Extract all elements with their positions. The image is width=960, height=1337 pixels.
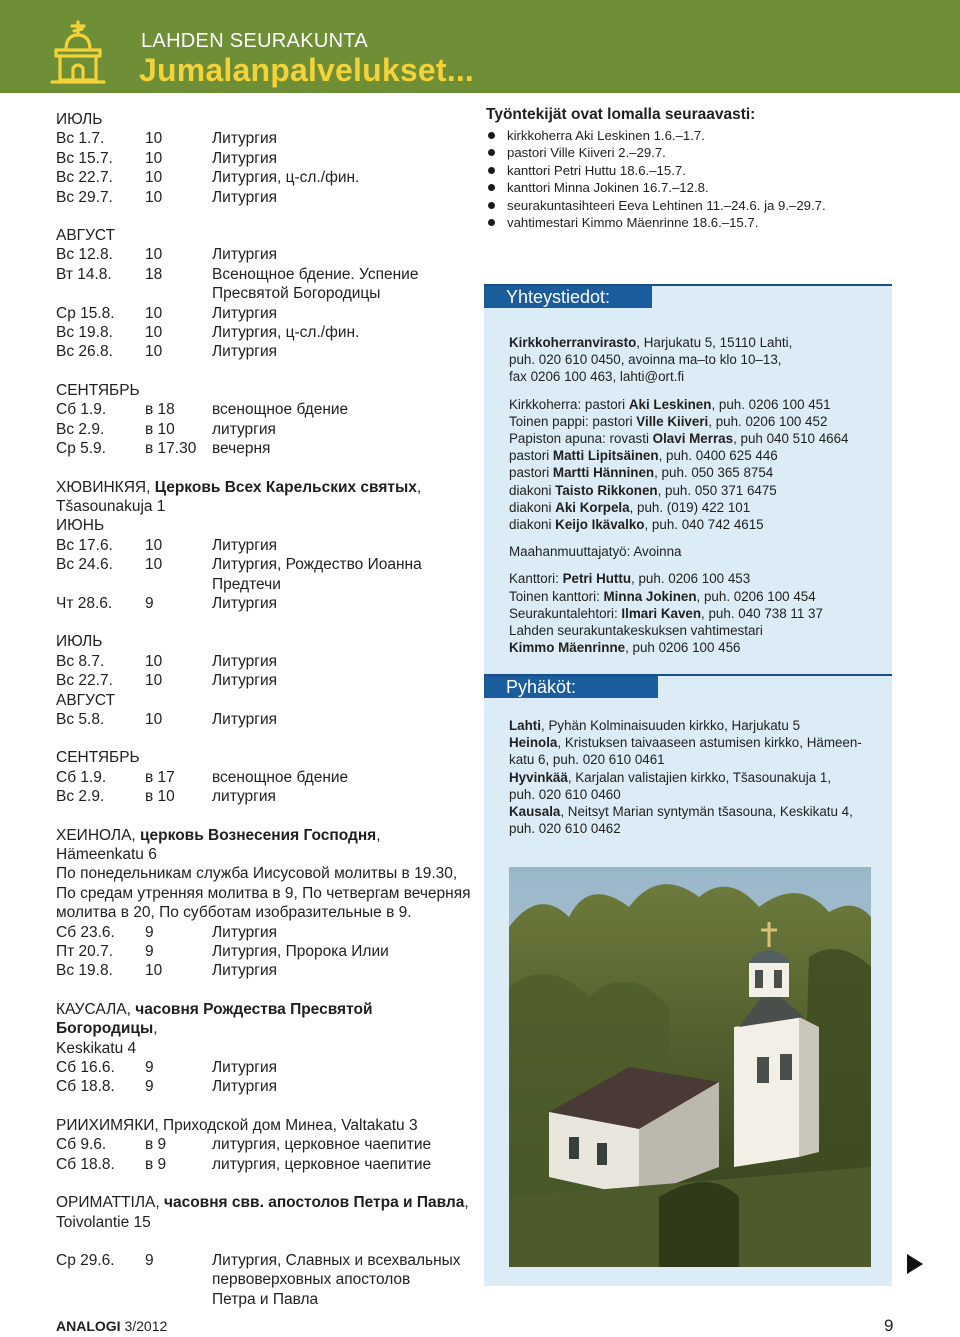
service-date — [56, 1270, 145, 1289]
service-date — [56, 575, 145, 594]
service-name: всенощное бдение — [212, 768, 349, 786]
service-name: литургия — [212, 420, 276, 438]
info-line — [509, 396, 879, 413]
service-name: Литургия, Пророка Илии — [212, 943, 389, 961]
service-date: Вс 19.8. — [56, 324, 113, 342]
schedule-row — [56, 304, 476, 323]
service-date — [56, 284, 145, 303]
church-photo — [509, 867, 871, 1267]
service-name: Литургия — [212, 652, 278, 670]
service-time: 10 — [145, 962, 163, 980]
schedule-row — [56, 787, 476, 806]
info-text: , Kristuksen taivaaseen astumisen kirkko, Hämeen- — [557, 735, 862, 751]
schedule-row — [56, 671, 476, 690]
info-text: , puh. 0206 100 451 — [711, 396, 831, 412]
info-text: Maahanmuuttajatyö: Avoinna — [509, 544, 682, 560]
service-date: Вс 5.8. — [56, 710, 105, 728]
service-date: Сб 1.9. — [56, 401, 107, 419]
service-time — [145, 1290, 212, 1309]
schedule-row — [56, 245, 476, 264]
info-line — [509, 351, 879, 368]
schedule-row — [56, 284, 476, 303]
service-time: в 10 — [145, 788, 175, 806]
schedule-row — [56, 400, 476, 419]
vacation-text: kanttori Minna Jokinen 16.7.–12.8. — [507, 180, 709, 196]
month-heading: ИЮЛЬ — [56, 111, 103, 128]
service-name: Всенощное бдение. Успение — [212, 265, 419, 283]
info-text: Papiston apuna: rovasti — [509, 431, 653, 447]
spacer — [509, 386, 879, 396]
vacation-text: kirkkoherra Aki Leskinen 1.6.–1.7. — [507, 128, 705, 143]
service-date: Сб 18.8. — [56, 1078, 115, 1096]
service-time — [145, 575, 212, 594]
spacer — [509, 533, 879, 543]
service-name: вечерня — [212, 440, 271, 458]
service-date: Пт 20.7. — [56, 943, 114, 961]
service-name: Литургия — [212, 149, 278, 167]
info-line — [509, 334, 879, 351]
service-time: в 17.30 — [145, 440, 197, 458]
service-date: Ср 29.6. — [56, 1251, 115, 1269]
info-text: Toinen pappi: pastori — [509, 413, 637, 429]
service-time: 10 — [145, 169, 163, 187]
text-line — [56, 903, 476, 922]
info-text: fax 0206 100 463, lahti@ort.fi — [509, 369, 685, 385]
next-page-arrow-icon[interactable] — [907, 1254, 923, 1274]
spacer — [56, 981, 476, 1000]
month-heading: ИЮЛЬ — [56, 633, 103, 651]
info-text: , puh. 050 371 6475 — [657, 482, 777, 498]
info-line — [509, 639, 879, 656]
info-text: Kirkkoherra: pastori — [509, 396, 629, 412]
service-time: 9 — [145, 1059, 154, 1077]
service-time: 10 — [145, 324, 163, 342]
service-date: Сб 18.8. — [56, 1155, 115, 1173]
service-time: 10 — [145, 188, 163, 206]
service-schedule — [56, 110, 476, 1309]
schedule-row — [56, 768, 476, 787]
service-date: Вс 15.7. — [56, 149, 113, 167]
info-text: Lahden seurakuntakeskuksen vahtimestari — [509, 623, 763, 639]
text-line — [56, 826, 476, 845]
service-date: Вс 17.6. — [56, 536, 113, 554]
info-line — [509, 605, 879, 622]
schedule-row — [56, 594, 476, 613]
info-name: Aki Leskinen — [628, 396, 712, 412]
service-time: 10 — [145, 130, 163, 148]
service-name: Литургия, ц-сл./фин. — [212, 324, 360, 342]
service-date: Вс 2.9. — [56, 420, 105, 438]
info-text: , puh. (019) 422 101 — [629, 499, 751, 515]
service-name: Литургия — [212, 246, 278, 264]
service-time: в 17 — [145, 768, 175, 786]
churches-heading: Pyhäköt: — [484, 676, 658, 698]
service-date: Сб 23.6. — [56, 923, 115, 941]
service-date: Сб 1.9. — [56, 768, 107, 786]
text-part: ХЮВИНКЯЯ, — [56, 478, 155, 496]
service-time: 10 — [145, 556, 163, 574]
schedule-row — [56, 420, 476, 439]
info-text: , puh. 040 738 11 37 — [701, 605, 823, 621]
vacation-item — [484, 197, 894, 214]
service-name: Литургия — [212, 536, 278, 554]
info-line — [509, 570, 879, 587]
info-line — [509, 430, 879, 447]
info-text: , Pyhän Kolminaisuuden kirkko, Harjukatu 5 — [541, 718, 801, 733]
schedule-row — [56, 710, 476, 729]
service-date: Вс 12.8. — [56, 246, 113, 264]
info-line — [509, 413, 879, 430]
info-text: , puh. 040 742 4615 — [644, 517, 764, 533]
schedule-row — [56, 188, 476, 207]
info-text: , Karjalan valistajien kirkko, Tšasounakuja 1, — [567, 769, 832, 785]
month-heading: ИЮНЬ — [56, 517, 105, 535]
service-time: в 9 — [145, 1136, 167, 1154]
info-text: , puh. 0400 625 446 — [658, 448, 778, 464]
text-line — [56, 478, 476, 497]
service-time: 10 — [145, 304, 163, 322]
service-name: Литургия — [212, 304, 278, 322]
month-heading: АВГУСТ — [56, 227, 116, 245]
page-title: Jumalanpalvelukset... — [139, 52, 475, 88]
schedule-row — [56, 1155, 476, 1174]
service-name: литургия, церковное чаепитие — [212, 1155, 432, 1173]
info-line — [509, 786, 879, 803]
info-text: puh. 020 610 0460 — [509, 786, 621, 802]
text-part: ОРИМАТТІЛА, — [56, 1194, 164, 1212]
text-line — [56, 1000, 476, 1039]
text-part: , — [153, 1020, 158, 1038]
footer-magazine — [56, 1318, 167, 1334]
church-name: часовня Рождества Пресвятой Богородицы — [56, 1000, 373, 1038]
bullet-icon — [488, 219, 495, 226]
spacer — [56, 1097, 476, 1116]
text-line — [56, 845, 476, 864]
info-name: Kimmo Mäenrinne — [509, 640, 626, 656]
text-line — [56, 1213, 476, 1232]
service-date: Сб 9.6. — [56, 1136, 107, 1154]
bullet-icon — [488, 149, 495, 156]
info-text: , puh. 0206 100 452 — [708, 413, 828, 429]
service-name: Предтечи — [212, 575, 281, 593]
service-time: 18 — [145, 265, 163, 283]
info-text: Seurakuntalehtori: — [509, 605, 622, 621]
text-part: , — [464, 1194, 469, 1212]
info-text: , puh 0206 100 456 — [625, 640, 741, 656]
info-name: Keijo Ikävalko — [555, 517, 645, 533]
service-time: 10 — [145, 536, 163, 554]
info-name: Kausala — [509, 804, 561, 820]
info-name: Heinola — [509, 735, 558, 751]
spacer — [56, 207, 476, 226]
schedule-row — [56, 323, 476, 342]
church-name: церковь Вознесения Господня — [140, 826, 377, 844]
text-line — [56, 1039, 476, 1058]
service-time: 9 — [145, 1078, 154, 1096]
vacation-item — [484, 162, 894, 179]
info-text: katu 6, puh. 020 610 0461 — [509, 752, 665, 768]
info-name: Kirkkoherranvirasto — [509, 335, 637, 350]
text-part: Keskikatu 4 — [56, 1039, 137, 1057]
info-line — [509, 717, 879, 734]
service-time — [145, 284, 212, 303]
service-time: 10 — [145, 672, 163, 690]
service-time: 9 — [145, 594, 154, 612]
info-name: Hyvinkää — [509, 769, 568, 785]
service-name: всенощное бдение — [212, 401, 349, 419]
vacation-item — [484, 127, 894, 144]
schedule-row — [56, 149, 476, 168]
service-date: Вс 26.8. — [56, 343, 113, 361]
schedule-row — [56, 652, 476, 671]
service-time: в 18 — [145, 401, 175, 419]
service-time: в 10 — [145, 420, 175, 438]
bullet-icon — [488, 132, 495, 139]
text-line — [56, 1116, 476, 1135]
page-header — [0, 0, 960, 93]
service-name: Литургия — [212, 1059, 278, 1077]
info-text: pastori — [509, 465, 553, 481]
service-date: Вс 29.7. — [56, 188, 113, 206]
service-date: Чт 28.6. — [56, 594, 113, 612]
orthodox-church-logo-icon — [50, 20, 106, 84]
service-name: Литургия, Славных и всехвальных — [212, 1251, 461, 1269]
info-line — [509, 820, 879, 837]
service-date: Вс 2.9. — [56, 788, 105, 806]
schedule-row — [56, 1270, 476, 1289]
info-line — [509, 543, 879, 560]
service-date: Сб 16.6. — [56, 1059, 115, 1077]
schedule-row — [56, 129, 476, 148]
info-text: puh. 020 610 0450, avoinna ma–to klo 10–13, — [509, 352, 782, 368]
service-name: Литургия — [212, 710, 278, 728]
info-line — [509, 447, 879, 464]
bullet-icon — [488, 167, 495, 174]
text-part: По средам утренняя молитва в 9, По четвергам вечерняя — [56, 884, 471, 902]
service-name: Литургия — [212, 923, 278, 941]
schedule-row — [56, 1251, 476, 1270]
church-name: часовня свв. апостолов Петра и Павла — [163, 1194, 465, 1212]
service-date: Вс 22.7. — [56, 672, 113, 690]
vacation-text: seurakuntasihteeri Eeva Lehtinen 11.–24.6. ja 9.–29.7. — [507, 197, 826, 213]
info-line — [509, 482, 879, 499]
info-name: Lahti — [509, 718, 541, 733]
service-date: Вт 14.8. — [56, 265, 112, 283]
info-line — [509, 368, 879, 385]
info-name: Matti Lipitsäinen — [552, 448, 659, 464]
service-name: Пресвятой Богородицы — [212, 285, 381, 303]
schedule-row — [56, 575, 476, 594]
service-date: Ср 5.9. — [56, 440, 106, 458]
spacer — [509, 560, 879, 570]
service-name: Литургия, Рождество Иоанна — [212, 556, 422, 574]
info-text: , puh. 0206 100 453 — [631, 571, 751, 587]
info-name: Taisto Rikkonen — [555, 482, 658, 498]
issue-number: 3/2012 — [120, 1318, 168, 1334]
text-part: Tšasounakuja 1 — [56, 497, 166, 515]
schedule-row — [56, 265, 476, 284]
service-time: 9 — [145, 943, 154, 961]
info-line — [509, 622, 879, 639]
text-part: ХЕИНОЛА, — [56, 826, 141, 844]
info-line — [509, 464, 879, 481]
service-date: Ср 15.8. — [56, 304, 115, 322]
service-time: 10 — [145, 652, 163, 670]
service-date: Вс 1.7. — [56, 130, 105, 148]
text-part: РИИХИМЯКИ, Приходской дом Минеа, Valtakatu 3 — [56, 1116, 418, 1134]
info-text: Kanttori: — [509, 571, 563, 587]
churches-heading-bar — [484, 674, 892, 698]
info-text: , puh 040 510 4664 — [733, 431, 849, 447]
spacer — [56, 613, 476, 632]
info-text: pastori — [509, 448, 553, 464]
service-time — [145, 1270, 212, 1289]
text-part: , — [376, 826, 381, 844]
schedule-row — [56, 961, 476, 980]
service-time: 10 — [145, 710, 163, 728]
month-heading: СЕНТЯБРЬ — [56, 381, 140, 399]
info-name: Aki Korpela — [555, 499, 630, 515]
schedule-row — [56, 536, 476, 555]
text-part: молитва в 20, По субботам изобразительные в 9. — [56, 904, 412, 922]
page-number: 9 — [884, 1316, 894, 1335]
service-time: в 9 — [145, 1155, 167, 1173]
spacer — [56, 729, 476, 748]
contacts-heading-bar — [484, 284, 892, 308]
vacation-text: vahtimestari Kimmo Mäenrinne 18.6.–15.7. — [507, 215, 759, 231]
service-time: 10 — [145, 149, 163, 167]
service-name: Литургия — [212, 130, 278, 148]
text-line — [56, 1193, 476, 1212]
service-name: первоверховных апостолов — [212, 1271, 411, 1289]
schedule-row — [56, 1077, 476, 1096]
service-time: 9 — [145, 1251, 154, 1269]
service-date — [56, 1290, 145, 1309]
info-name: Olavi Merras — [652, 431, 734, 447]
info-text: diakoni — [509, 482, 556, 498]
churches-text — [509, 717, 879, 837]
info-name: Ville Kiiveri — [636, 413, 709, 429]
service-date: Вс 19.8. — [56, 962, 113, 980]
info-line — [509, 803, 879, 820]
service-date: Вс 8.7. — [56, 652, 105, 670]
service-name: Литургия — [212, 962, 278, 980]
vacation-text: kanttori Petri Huttu 18.6.–15.7. — [507, 162, 686, 178]
vacation-item — [484, 214, 894, 231]
contacts-heading: Yhteystiedot: — [484, 286, 652, 308]
contacts-text — [509, 334, 879, 656]
schedule-row — [56, 439, 476, 458]
service-name: Литургия, ц-сл./фин. — [212, 169, 360, 187]
text-part: КАУСАЛА, — [56, 1000, 136, 1018]
service-name: литургия, церковное чаепитие — [212, 1136, 432, 1154]
info-text: , Harjukatu 5, 15110 Lahti, — [636, 335, 793, 350]
spacer — [56, 807, 476, 826]
vacation-text: pastori Ville Kiiveri 2.–29.7. — [507, 145, 666, 161]
info-line — [509, 588, 879, 605]
info-text: diakoni — [509, 517, 556, 533]
info-text: , Neitsyt Marian syntymän tšasouna, Keskikatu 4, — [560, 804, 853, 820]
info-line — [509, 516, 879, 533]
service-date: Вс 22.7. — [56, 169, 113, 187]
bullet-icon — [488, 202, 495, 209]
vacation-title: Työntekijät ovat lomalla seuraavasti: — [486, 106, 756, 123]
service-name: Литургия — [212, 594, 278, 612]
text-part: По понедельникам служба Иисусовой молитвы в 19.30, — [56, 865, 458, 883]
church-name: Церковь Всех Карельских святых — [154, 478, 417, 496]
service-date: Вс 24.6. — [56, 556, 113, 574]
text-line — [56, 497, 476, 516]
info-line — [509, 499, 879, 516]
text-part: Hämeenkatu 6 — [56, 846, 157, 863]
info-name: Petri Huttu — [562, 571, 632, 587]
month-heading: СЕНТЯБРЬ — [56, 749, 140, 767]
schedule-row — [56, 1058, 476, 1077]
bullet-icon — [488, 184, 495, 191]
info-text: Toinen kanttori: — [509, 588, 604, 604]
service-name: Петра и Павла — [212, 1290, 319, 1308]
info-line — [509, 751, 879, 768]
service-name: Литургия — [212, 672, 278, 690]
vacation-item — [484, 144, 894, 161]
service-name: Литургия — [212, 1078, 278, 1096]
schedule-row — [56, 923, 476, 942]
schedule-row — [56, 342, 476, 361]
service-name: Литургия — [212, 188, 278, 206]
vacation-item — [484, 179, 894, 196]
schedule-row — [56, 1135, 476, 1154]
spacer — [56, 362, 476, 381]
service-time: 9 — [145, 923, 154, 941]
spacer — [56, 1174, 476, 1193]
info-name: Ilmari Kaven — [621, 605, 702, 621]
organization-name: LAHDEN SEURAKUNTA — [141, 30, 368, 52]
magazine-name: ANALOGI — [56, 1318, 121, 1334]
schedule-row — [56, 942, 476, 961]
text-line — [56, 864, 476, 883]
service-time: 10 — [145, 246, 163, 264]
service-name: литургия — [212, 788, 276, 806]
text-part: Toivolantie 15 — [56, 1213, 151, 1231]
spacer — [56, 1232, 476, 1251]
text-line — [56, 884, 476, 903]
service-name: Литургия — [212, 343, 278, 361]
schedule-row — [56, 168, 476, 187]
info-name: Martti Hänninen — [552, 465, 655, 481]
vacation-list — [484, 127, 894, 231]
schedule-row — [56, 1290, 476, 1309]
info-name: Minna Jokinen — [603, 588, 697, 604]
info-line — [509, 769, 879, 786]
text-part: , — [416, 478, 422, 496]
info-text: , puh. 050 365 8754 — [654, 465, 774, 481]
spacer — [56, 459, 476, 478]
vacation-section — [484, 106, 894, 231]
info-text: , puh. 0206 100 454 — [696, 588, 816, 604]
info-text: diakoni — [509, 499, 556, 515]
schedule-row — [56, 555, 476, 574]
info-text: puh. 020 610 0462 — [509, 821, 621, 837]
month-heading: АВГУСТ — [56, 691, 116, 709]
service-time: 10 — [145, 343, 163, 361]
info-line — [509, 734, 879, 751]
